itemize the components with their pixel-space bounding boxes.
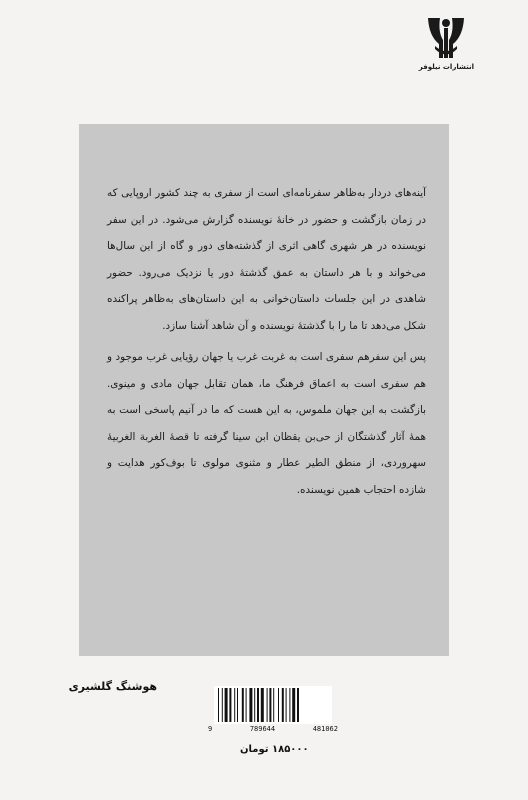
isbn-digit-group: 9 [208,725,213,733]
barcode-bars [214,686,332,724]
description-paragraph: آینه‌های دردار به‌ظاهر سفرنامه‌ای است از سفری به چند کشور اروپایی که در زمان بازگشت و حضور در خانه‌ٔ نویسنده گزارش می‌شود. در این سفر نویسنده در هر شهری گاهی اثری از گذشته‌های دور و گاه از این سال‌ها می‌خواند و با هر داستان به عمق گذشته‌ٔ دور یا نزدیک می‌رود. حضور شاهدی در این جلسات داستان‌خوانی به این داستان‌های به‌ظاهر پراکنده شکل می‌دهد تا ما را با گذشته‌ٔ نویسنده و آن شاهد آشنا سازد. [107,187,426,332]
author-signature: هوشنگ گلشیری [68,680,157,693]
description-panel [68,124,449,693]
price-label: ۱۸۵۰۰۰ تومان [240,744,309,755]
isbn-barcode [214,686,332,724]
isbn-digit-group: 789644 [249,725,276,733]
bird-logo-icon [427,16,465,60]
publisher-logo [420,16,474,84]
isbn-number [208,725,338,733]
description-text [107,180,426,503]
description-paragraph: پس این سفرهم سفری است به غربت غرب یا جهان رؤیایی غرب موجود و هم سفری است به اعماق فرهنگ ما، همان تقابل جهان مادی و مینوی. بازگشت به این جهان ملموس، به این هست که ما در آنیم پاسخی است به همه‌ٔ آثار گذشتگان از حی‌بن یقظان ابن سینا گرفته تا قصهٔ الغربة الغربیه‌ٔ سهروردی، از منطق الطیر عطار و مثنوی مولوی تا بوف‌کور هدایت و شازده احتجاب همین نویسنده. [107,351,426,496]
isbn-digit-group: 481062 [312,725,338,733]
publisher-name: انتشارات نیلوفر [418,63,474,71]
